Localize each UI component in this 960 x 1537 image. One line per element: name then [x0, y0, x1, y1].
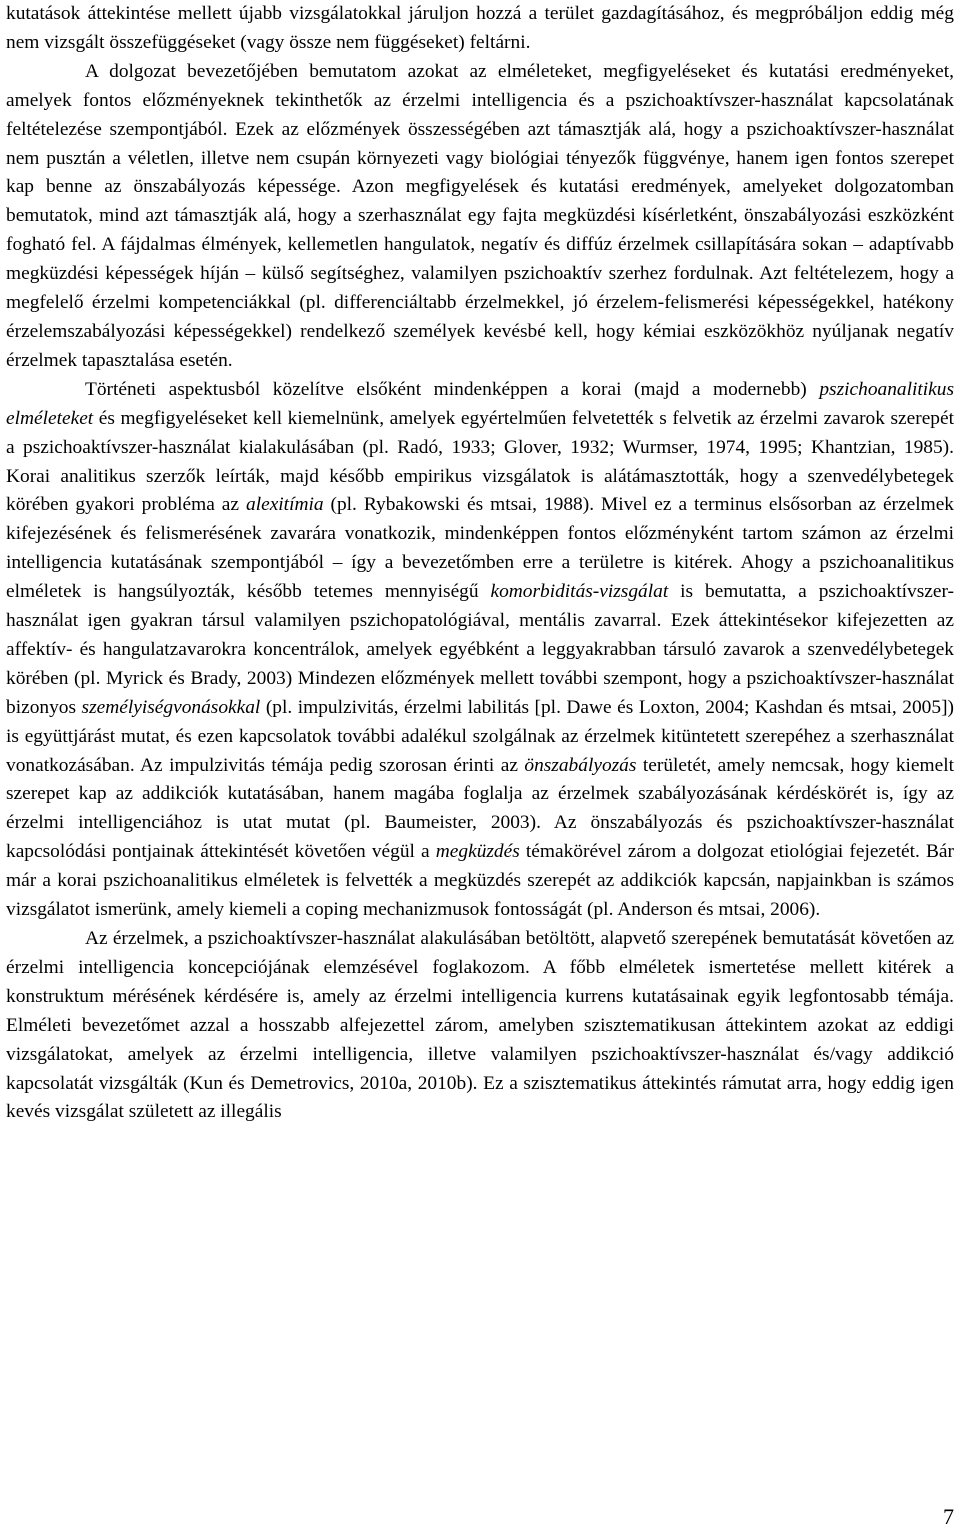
paragraph [6, 0, 954, 58]
text-run: témakörével zárom a dolgozat etiológiai fejezetét. Bár már a korai pszichoanalitikus elméletek is felvették a megküzdés szerepét az addikciók kapcsán, napjainkban is számos vizsgálatot ismerünk, amely kiemeli a coping mechanizmusok fontosságát (pl. Anderson és mtsai, 2006). [6, 841, 954, 921]
text-run: területét, amely nemcsak, hogy kiemelt szerepet kap az addikciók kutatásában, hanem magába foglalja az érzelmek szabályozásának kérdéskörét is, így az érzelmi intelligenciához is utat mutat (pl. Baumeister, 2003). Az önszabályozás és pszichoaktívszer-használat kapcsolódási pontjainak áttekintését követően végül a [6, 754, 955, 863]
italic-term: önszabályozás [524, 754, 637, 776]
text-run: kutatások áttekintése mellett újabb vizsgálatokkal járuljon hozzá a terület gazdagításához, és megpróbáljon eddig még nem vizsgált összefüggéseket (vagy össze nem függéseket) feltárni. [6, 3, 954, 53]
page-number: 7 [943, 1504, 954, 1529]
paragraph [6, 58, 954, 376]
italic-term: alexitímia [246, 494, 324, 516]
paragraph [6, 925, 954, 1127]
text-run: A dolgozat bevezetőjében bemutatom azokat az elméleteket, megfigyeléseket és kutatási eredményeket, amelyek fontos előzményeknek tekinthetők az érzelmi intelligencia és a pszichoaktívszer-használat kapcsolatának feltételezése szempontjából. Ezek az előzmények összességében azt támasztják alá, hogy a pszichoaktívszer-használat nem pusztán a véletlen, illetve nem csupán környezeti vagy biológiai tényezők függvénye, hanem igen fontos szerepet kap benne az önszabályozás képessége. Azon megfigyelések és kutatási eredmények, amelyeket dolgozatomban bemutatok, mind azt támasztják alá, hogy a szerhasználat egy fajta megküzdési kísérletként, önszabályozási eszközként fogható fel. A fájdalmas élmények, kellemetlen hangulatok, negatív és diffúz érzelmek csillapítására sokan – adaptívabb megküzdési képességek híján – külső segítséghez, valamilyen pszichoaktív szerhez fordulnak. Azt feltételezem, hogy a megfelelő érzelmi kompetenciákkal (pl. differenciáltabb érzelmekkel, jó érzelem-felismerési képességekkel, hatékony érzelemszabályozási képességekkel) rendelkező személyek kevésbé kell, hogy kémiai eszközökhöz nyúljanak negatív érzelmek tapasztalása esetén. [6, 60, 954, 371]
text-run: (pl. Rybakowski és mtsai, 1988). Mivel ez a terminus elsősorban az érzelmek kifejezésének és felismerésének zavarára vonatkozik, mindenképpen fontos előzményként tartom számon az érzelmi intelligencia kutatásának szempontjából – így a bevezetőmben erre a területre is kitérek. Ahogy a pszichoanalitikus elméletek is hangsúlyozták, később tetemes mennyiségű [6, 494, 954, 603]
text-run: és megfigyeléseket kell kiemelnünk, amelyek egyértelműen felvetették s felvetik az érzelmi zavarok szerepét a pszichoaktívszer-használat kialakulásában (pl. Radó, 1933; Glover, 1932; Wurmser, 1974, 1995; Khantzian, 1985). Korai analitikus szerzők leírták, majd később empirikus vizsgálatok is alátámasztották, hogy a szenvedélybetegek körében gyakori probléma az [6, 407, 954, 516]
italic-term: pszichoanalitikus elméleteket [6, 378, 954, 429]
document-page [6, 0, 954, 1127]
text-run: is bemutatta, a pszichoaktívszer-használat igen gyakran társul valamilyen pszichopatológiával, mentális zavarral. Ezek áttekintésekor kifejezetten az affektív- és hangulatzavarokra koncentrálok, amelyek egyébként a leggyakrabban társuló zavarok a szenvedélybetegek körében (pl. Myrick és Brady, 2003) Mindezen előzmények mellett további szempont, hogy a pszichoaktívszer-használat bizonyos [6, 581, 954, 718]
text-run: Történeti aspektusból közelítve elsőként mindenképpen a korai (majd a modernebb) [85, 378, 820, 400]
text-run: Az érzelmek, a pszichoaktívszer-használat alakulásában betöltött, alapvető szerepének bemutatását követően az érzelmi intelligencia koncepciójának elemzésével foglakozom. A főbb elméletek ismertetése mellett kitérek a konstruktum mérésének kérdésére is, amely az érzelmi intelligencia kurrens kutatásainak egyik legfontosabb témája. Elméleti bevezetőmet azzal a hosszabb alfejezettel zárom, amelyben szisztematikusan áttekintem azokat az eddigi vizsgálatokat, amelyek az érzelmi intelligencia, illetve valamilyen pszichoaktívszer-használat és/vagy addikció kapcsolatát vizsgálták (Kun és Demetrovics, 2010a, 2010b). Ez a szisztematikus áttekintés rámutat arra, hogy eddig igen kevés vizsgálat született az illegális [6, 928, 954, 1123]
text-run: (pl. impulzivitás, érzelmi labilitás [pl. Dawe és Loxton, 2004; Kashdan és mtsai, 2005]) is együttjárást mutat, és ezen kapcsolatok további adalékul szolgálnak az érzelmek kitüntetett szerepéhez a szerhasználat vonatkozásában. Az impulzivitás témája pedig szorosan érinti az [6, 696, 954, 776]
body-text [6, 0, 954, 1127]
italic-term: megküzdés [435, 841, 520, 863]
italic-term: komorbiditás-vizsgálat [490, 581, 669, 603]
italic-term: személyiségvonásokkal [81, 696, 261, 718]
paragraph [6, 376, 954, 925]
